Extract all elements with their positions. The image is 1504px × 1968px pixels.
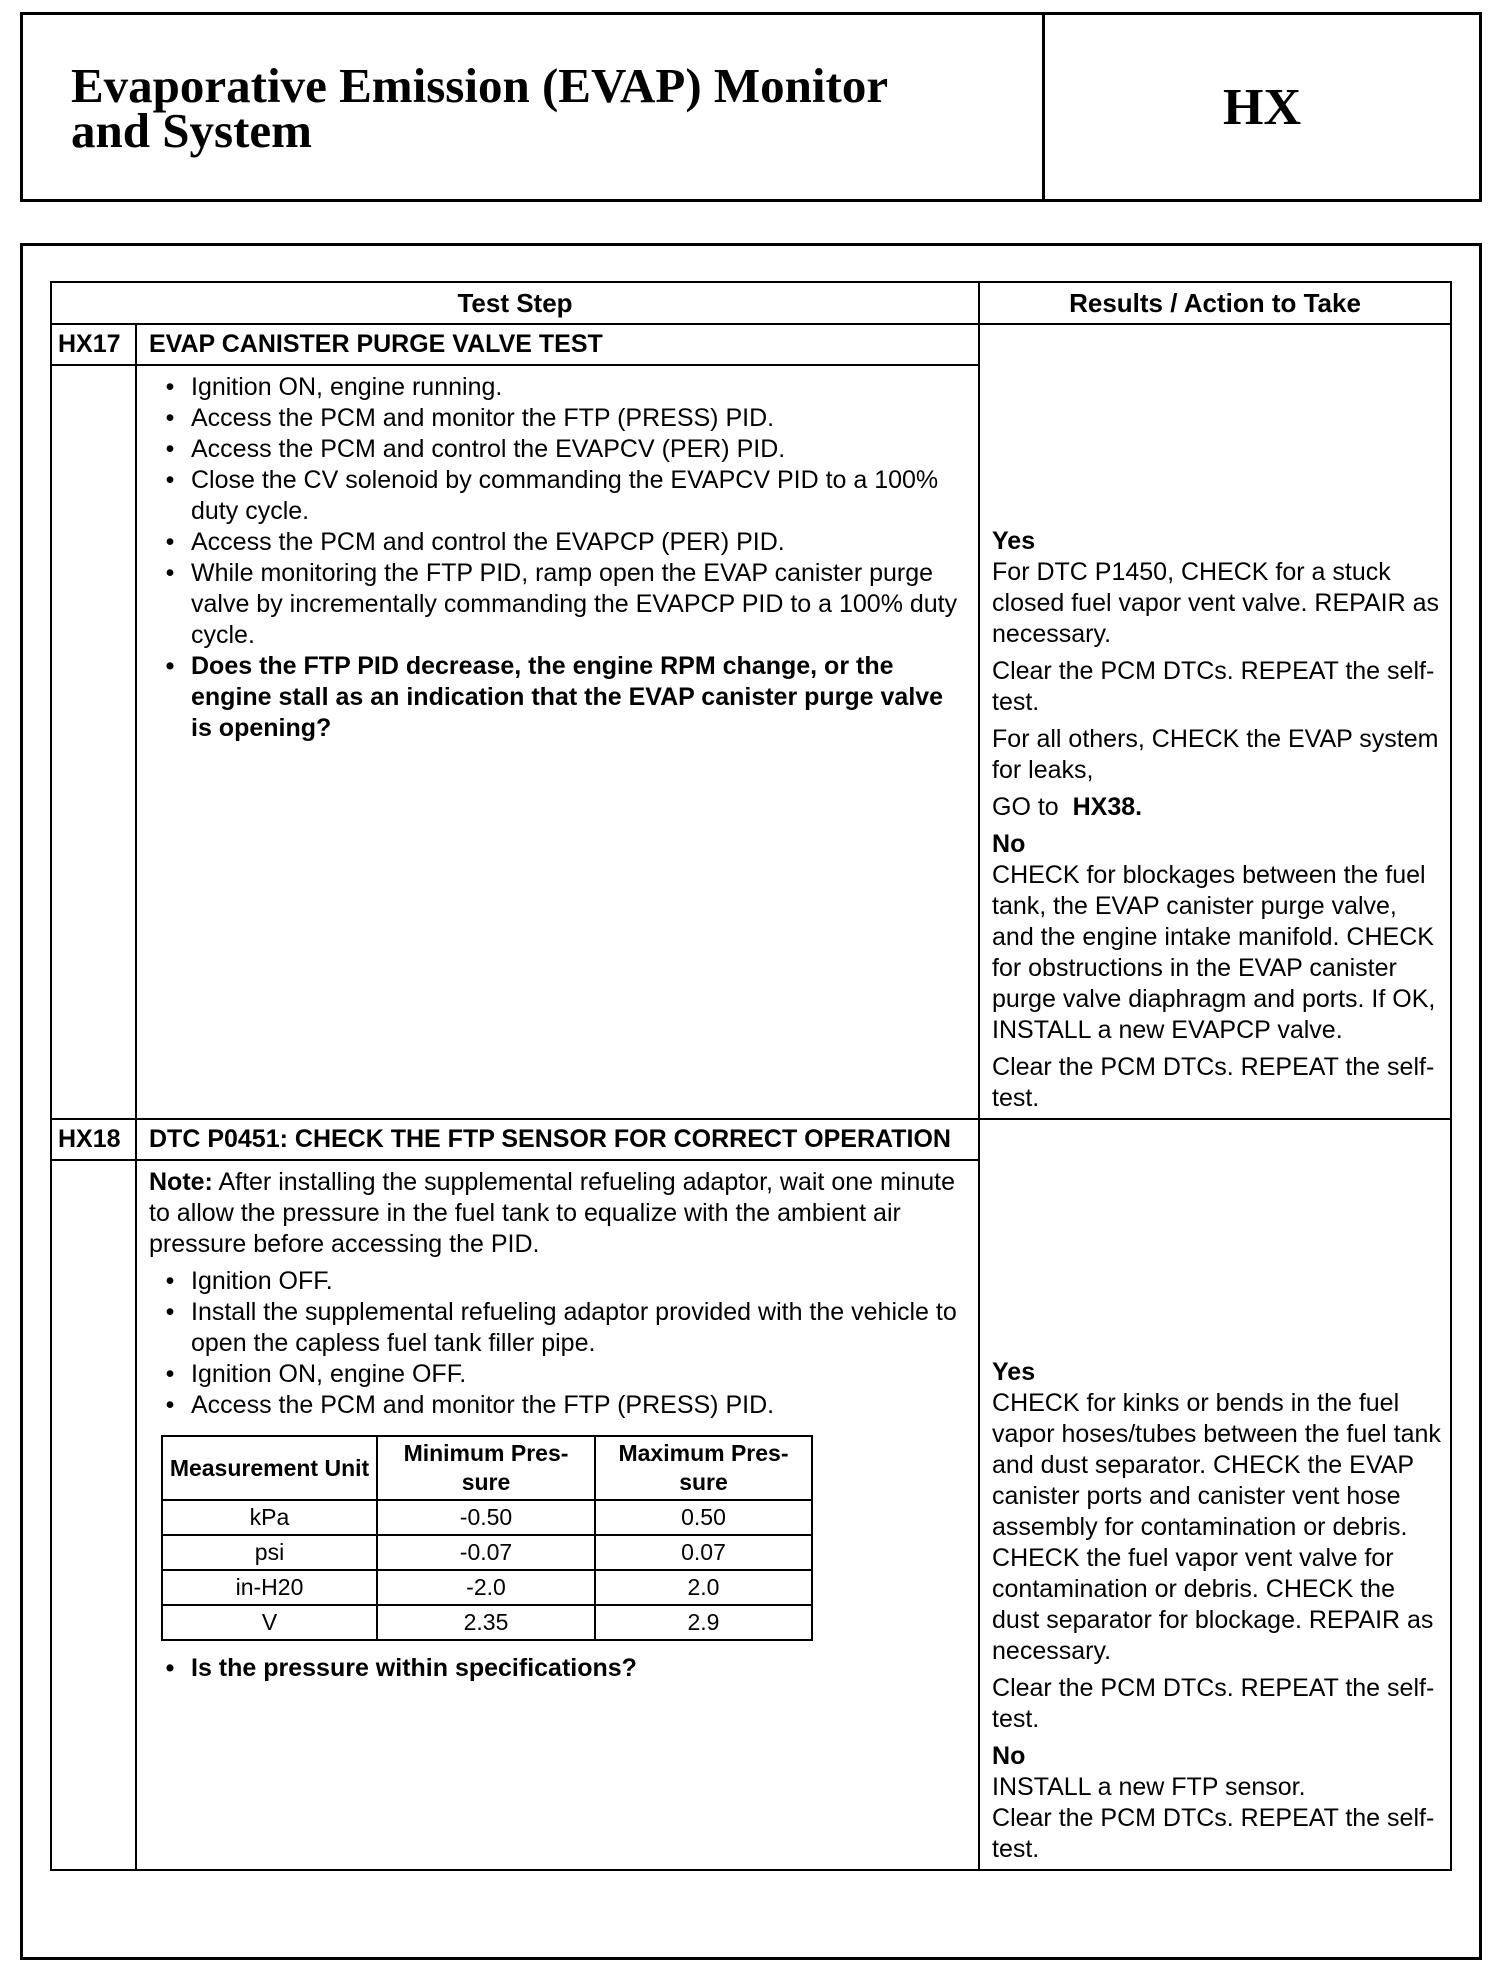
step-results (979, 324, 1451, 1119)
result-no-text: INSTALL a new FTP sensor. (992, 1773, 1306, 1801)
step-instructions (136, 1160, 979, 1870)
spec-cell: 2.35 (377, 1605, 595, 1640)
spec-cell: psi (162, 1535, 377, 1570)
result-yes-label: Yes (992, 1358, 1036, 1386)
step-instructions (136, 365, 979, 1119)
spec-cell: -0.07 (377, 1535, 595, 1570)
table-row (162, 1500, 812, 1535)
step-results (979, 1119, 1451, 1870)
header-box (20, 12, 1482, 202)
result-yes-text: CHECK for kinks or bends in the fuel vapor hoses/tubes between the fuel tank and dust separator. CHECK the EVAP canister ports and canister vent hose assembly for contamination or debris. CHECK the fuel vapor vent valve for contamination or debris. CHECK the dust separator for blockage. REPAIR as necessary. (992, 1389, 1441, 1665)
step-question: • Does the FTP PID decrease, the engine RPM change, or the engine stall as an indication that the EVAP canister purge valve is opening? (191, 651, 968, 744)
result-no-text: Clear the PCM DTCs. REPEAT the self-test. (992, 1804, 1435, 1863)
list-item: • Access the PCM and monitor the FTP (PRESS) PID. (191, 1390, 968, 1421)
result-yes-text: Clear the PCM DTCs. REPEAT the self-test. (992, 1674, 1435, 1733)
spec-cell: in-H20 (162, 1570, 377, 1605)
list-item: • Access the PCM and control the EVAPCP (PER) PID. (191, 527, 968, 558)
page-title (71, 58, 1011, 158)
note-text: After installing the supplemental refueling adaptor, wait one minute to allow the pressure in the fuel tank to equalize with the ambient air pressure before accessing the PID. (149, 1168, 956, 1258)
step-id-spacer (51, 1160, 136, 1870)
table-row (162, 1535, 812, 1570)
list-item: • Close the CV solenoid by commanding the EVAPCV PID to a 100% duty cycle. (191, 465, 968, 527)
step-question: • Is the pressure within specifications? (191, 1653, 968, 1684)
step-title: EVAP CANISTER PURGE VALVE TEST (136, 324, 979, 365)
table-header-row (51, 282, 1451, 324)
column-header-results: Results / Action to Take (979, 282, 1451, 324)
list-item: • Ignition OFF. (191, 1266, 968, 1297)
step-id: HX18 (51, 1119, 136, 1160)
step-title: DTC P0451: CHECK THE FTP SENSOR FOR CORRECT OPERATION (136, 1119, 979, 1160)
result-goto (992, 792, 1444, 823)
page-title-line-2: and System (71, 103, 312, 158)
step-title-row (51, 1119, 1451, 1160)
result-no-label: No (992, 1742, 1026, 1770)
list-item: • Access the PCM and control the EVAPCV (PER) PID. (191, 434, 968, 465)
spec-header: Maximum Pres-sure (595, 1436, 812, 1500)
spec-cell: 2.9 (595, 1605, 812, 1640)
result-yes-text: For all others, CHECK the EVAP system for leaks, (992, 725, 1439, 784)
instruction-list (149, 372, 968, 744)
spec-cell: -0.50 (377, 1500, 595, 1535)
list-item: • Install the supplemental refueling adaptor provided with the vehicle to open the capless fuel tank filler pipe. (191, 1297, 968, 1359)
result-yes-label: Yes (992, 527, 1036, 555)
spec-cell: kPa (162, 1500, 377, 1535)
spec-header: Measurement Unit (162, 1436, 377, 1500)
spec-cell: -2.0 (377, 1570, 595, 1605)
page-title-line-1: Evaporative Emission (EVAP) Monitor (71, 58, 889, 113)
result-no-text: CHECK for blockages between the fuel tank, the EVAP canister purge valve, and the engine intake manifold. CHECK for obstructions in the EVAP canister purge valve diaphragm and ports. If OK, INSTALL a new EVAPCP valve. (992, 861, 1436, 1044)
result-yes-text: Clear the PCM DTCs. REPEAT the self-test. (992, 657, 1435, 716)
result-no-label: No (992, 830, 1026, 858)
goto-step-link[interactable]: HX38. (1072, 793, 1143, 821)
step-id: HX17 (51, 324, 136, 365)
table-row (162, 1605, 812, 1640)
list-item: • While monitoring the FTP PID, ramp open the EVAP canister purge valve by incrementally commanding the EVAPCP PID to a 100% duty cycle. (191, 558, 968, 651)
instruction-list (149, 1266, 968, 1421)
instruction-list (149, 1653, 968, 1684)
section-code: HX (1223, 78, 1301, 136)
list-item: • Ignition ON, engine OFF. (191, 1359, 968, 1390)
spec-table (161, 1435, 813, 1641)
goto-text: GO to (992, 793, 1059, 821)
step-note (149, 1167, 968, 1260)
step-title-row (51, 324, 1451, 365)
test-step-table (50, 281, 1452, 1871)
spec-cell: 0.50 (595, 1500, 812, 1535)
spec-header-row (162, 1436, 812, 1500)
spec-cell: 0.07 (595, 1535, 812, 1570)
spec-cell: 2.0 (595, 1570, 812, 1605)
step-id-spacer (51, 365, 136, 1119)
spec-cell: V (162, 1605, 377, 1640)
table-row (162, 1570, 812, 1605)
result-yes-text: For DTC P1450, CHECK for a stuck closed fuel vapor vent valve. REPAIR as necessary. (992, 558, 1439, 648)
list-item: • Access the PCM and monitor the FTP (PRESS) PID. (191, 403, 968, 434)
column-header-test-step: Test Step (51, 282, 979, 324)
note-label: Note: (149, 1168, 213, 1196)
spec-header: Minimum Pres-sure (377, 1436, 595, 1500)
result-no-text: Clear the PCM DTCs. REPEAT the self-test. (992, 1053, 1435, 1112)
list-item: • Ignition ON, engine running. (191, 372, 968, 403)
